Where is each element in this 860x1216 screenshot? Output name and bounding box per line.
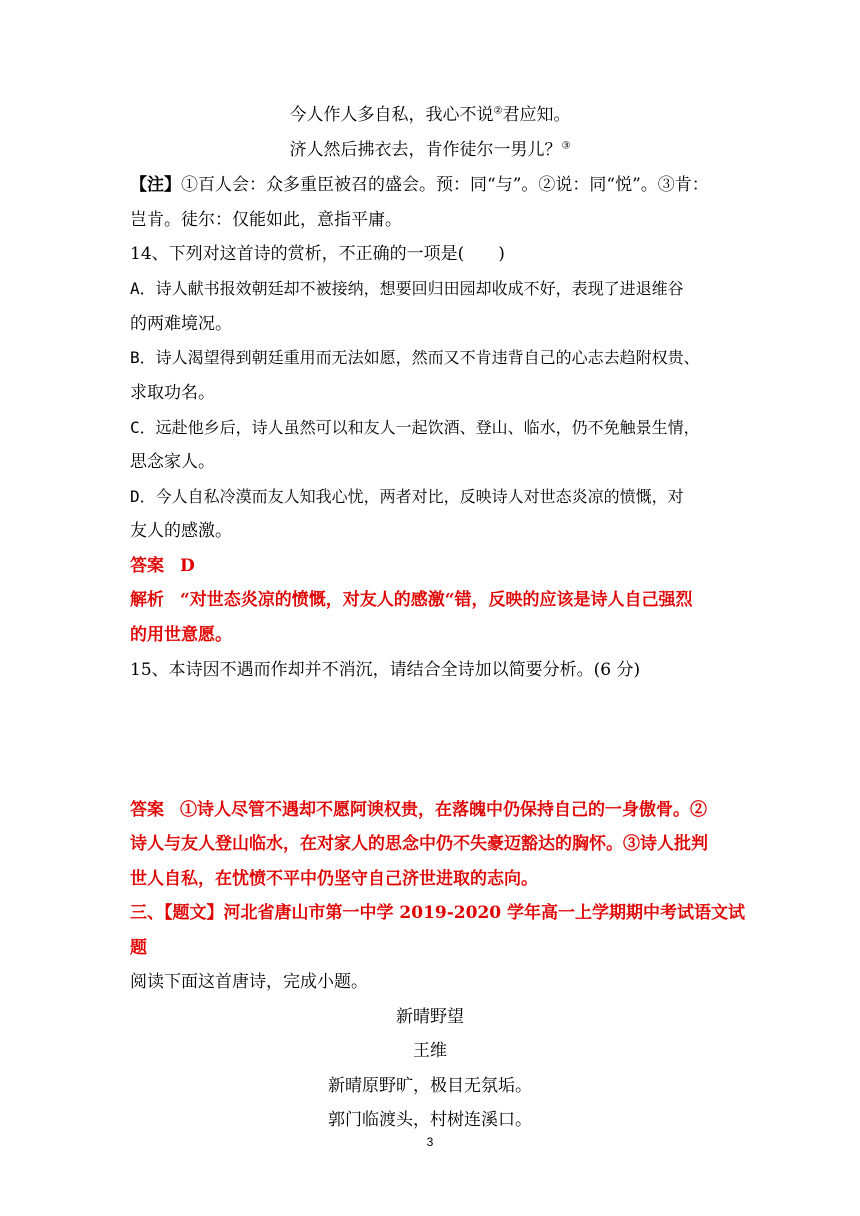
- note-text-1: ①百人会：众多重臣被召的盛会。预：同“与”。②说：同“悦”。③肯：: [181, 175, 709, 195]
- poem-tail-line-1-text-b: 君应知。: [502, 105, 571, 125]
- page-number: 3: [426, 1135, 434, 1149]
- question-15-stem: 15、本诗因不遇而作却并不消沉，请结合全诗加以简要分析。(6 分): [130, 660, 641, 680]
- analysis-14-line-2: 的用世意愿。: [130, 625, 232, 645]
- analysis-14-text-1: “对世态炎凉的愤慨，对友人的感激“错，反映的应该是诗人自己强烈: [180, 590, 693, 610]
- analysis-14-label: 解析: [130, 590, 164, 610]
- option-c-line-2: 思念家人。: [130, 452, 215, 472]
- analysis-14-line-1: [130, 587, 730, 613]
- section-3-heading-line-1: 三、【题文】河北省唐山市第一中学 2019-2020 学年高一上学期期中考试语文试: [130, 903, 746, 923]
- option-a-line-2: 的两难境况。: [130, 314, 232, 334]
- note-line-1: [130, 172, 730, 198]
- option-c-line-1: C．远赴他乡后，诗人虽然可以和友人一起饮酒、登山、临水，仍不免触景生情，: [130, 418, 700, 437]
- poem-tail-line-2: [130, 137, 730, 163]
- option-b-line-1: B．诗人渴望得到朝廷重用而无法如愿，然而又不肯违背自己的心志去趋附权贵、: [130, 348, 700, 367]
- question-14-stem: 14、下列对这首诗的赏析，不正确的一项是( ): [130, 244, 505, 264]
- poem-tail-line-2-text: 济人然后拂衣去，肯作徒尔一男儿？: [289, 140, 562, 160]
- section-3-instruction: 阅读下面这首唐诗，完成小题。: [130, 972, 368, 992]
- poem-title: 新晴野望: [396, 1007, 464, 1027]
- option-a-line-1: A．诗人献书报效朝廷却不被接纳，想要回归田园却收成不好，表现了进退维谷: [130, 279, 684, 298]
- answer-15-line-1: [130, 797, 730, 823]
- note-line-2: 岂肯。徒尔：仅能如此，意指平庸。: [130, 210, 402, 230]
- footnote-marker-2: ②: [493, 105, 503, 117]
- note-label: 【注】: [130, 175, 181, 195]
- poem-author: 王维: [413, 1041, 447, 1061]
- answer-15-line-3: 世人自私，在忧愤不平中仍坚守自己济世进取的志向。: [130, 869, 538, 889]
- footnote-marker-3: ③: [561, 140, 571, 152]
- poem-tail-line-1-text-a: 今人作人多自私，我心不说: [289, 105, 494, 125]
- option-b-line-2: 求取功名。: [130, 383, 215, 403]
- option-d-line-1: D．今人自私冷漠而友人知我心忧，两者对比，反映诗人对世态炎凉的愤慨，对: [130, 487, 684, 506]
- answer-14-label: 答案: [130, 556, 164, 576]
- answer-15-text-1: ①诗人尽管不遇却不愿阿谀权贵，在落魄中仍保持自己的一身傲骨。②: [180, 800, 707, 820]
- poem-line-1: 新晴原野旷，极目无氛垢。: [328, 1076, 532, 1096]
- answer-15-line-2: 诗人与友人登山临水，在对家人的思念中仍不失豪迈豁达的胸怀。③诗人批判: [130, 834, 708, 854]
- poem-tail-line-1: [130, 102, 730, 128]
- answer-15-label: 答案: [130, 800, 164, 820]
- section-3-heading-line-2: 题: [130, 938, 147, 958]
- option-d-line-2: 友人的感激。: [130, 521, 232, 541]
- answer-14: [130, 553, 730, 579]
- answer-14-value: D: [180, 556, 195, 576]
- poem-line-2: 郭门临渡头，村树连溪口。: [328, 1110, 532, 1130]
